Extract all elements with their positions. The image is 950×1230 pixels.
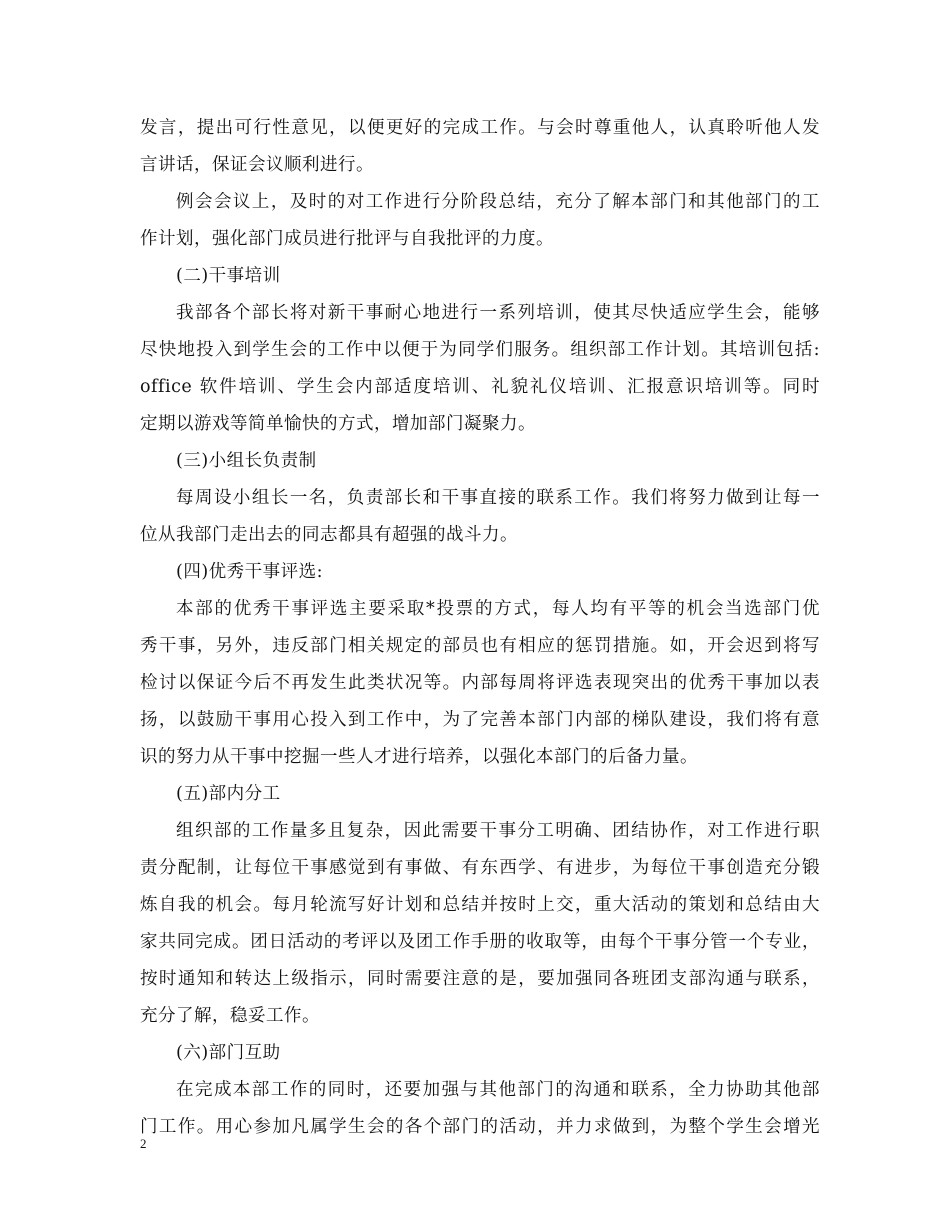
text-line: 尽快地投入到学生会的工作中以便于为同学们服务。组织部工作计划。其培训包括: xyxy=(140,340,820,360)
text-line: 位从我部门走出去的同志都具有超强的战斗力。 xyxy=(140,525,518,545)
text-line: 识的努力从干事中挖掘一些人才进行培养，以强化本部门的后备力量。 xyxy=(140,747,698,767)
text-line: 组织部的工作量多且复杂，因此需要干事分工明确、团结协作，对工作进行职 xyxy=(176,821,820,841)
text-line: office 软件培训、学生会内部适度培训、礼貌礼仪培训、汇报意识培训等。同时 xyxy=(140,377,820,397)
text-line: 充分了解，稳妥工作。 xyxy=(140,1006,320,1026)
section-heading: (二)干事培训 xyxy=(176,266,281,286)
text-line: 责分配制，让每位干事感觉到有事做、有东西学、有进步，为每位干事创造充分锻 xyxy=(140,858,820,878)
text-line: 我部各个部长将对新干事耐心地进行一系列培训，使其尽快适应学生会，能够 xyxy=(176,303,820,323)
text-line: 炼自我的机会。每月轮流写好计划和总结并按时上交，重大活动的策划和总结由大 xyxy=(140,895,820,915)
text-line: 秀干事，另外，违反部门相关规定的部员也有相应的惩罚措施。如，开会迟到将写 xyxy=(140,636,820,656)
document-body xyxy=(140,110,820,1146)
text-line: 本部的优秀干事评选主要采取*投票的方式，每人均有平等的机会当选部门优 xyxy=(176,599,820,619)
text-line: 例会会议上，及时的对工作进行分阶段总结，充分了解本部门和其他部门的工 xyxy=(176,192,820,212)
section-heading: (六)部门互助 xyxy=(176,1043,281,1063)
text-line: 言讲话，保证会议顺利进行。 xyxy=(140,155,374,175)
text-line: 发言，提出可行性意见，以便更好的完成工作。与会时尊重他人，认真聆听他人发 xyxy=(140,118,820,138)
text-line: 检讨以保证今后不再发生此类状况等。内部每周将评选表现突出的优秀干事加以表 xyxy=(140,673,820,693)
section-heading: (四)优秀干事评选: xyxy=(176,562,324,582)
text-line: 扬，以鼓励干事用心投入到工作中，为了完善本部门内部的梯队建设，我们将有意 xyxy=(140,710,820,730)
text-line: 按时通知和转达上级指示，同时需要注意的是，要加强同各班团支部沟通与联系， xyxy=(140,969,820,989)
section-heading: (三)小组长负责制 xyxy=(176,451,317,471)
text-line: 门工作。用心参加凡属学生会的各个部门的活动，并力求做到，为整个学生会增光 xyxy=(140,1117,820,1137)
text-line: 作计划，强化部门成员进行批评与自我批评的力度。 xyxy=(140,229,554,249)
text-line: 定期以游戏等简单愉快的方式，增加部门凝聚力。 xyxy=(140,414,536,434)
text-line: 在完成本部工作的同时，还要加强与其他部门的沟通和联系，全力协助其他部 xyxy=(176,1080,820,1100)
section-heading: (五)部内分工 xyxy=(176,784,281,804)
text-line: 每周设小组长一名，负责部长和干事直接的联系工作。我们将努力做到让每一 xyxy=(176,488,820,508)
page-number: 2 xyxy=(140,1136,147,1151)
text-line: 家共同完成。团日活动的考评以及团工作手册的收取等，由每个干事分管一个专业， xyxy=(140,932,820,952)
